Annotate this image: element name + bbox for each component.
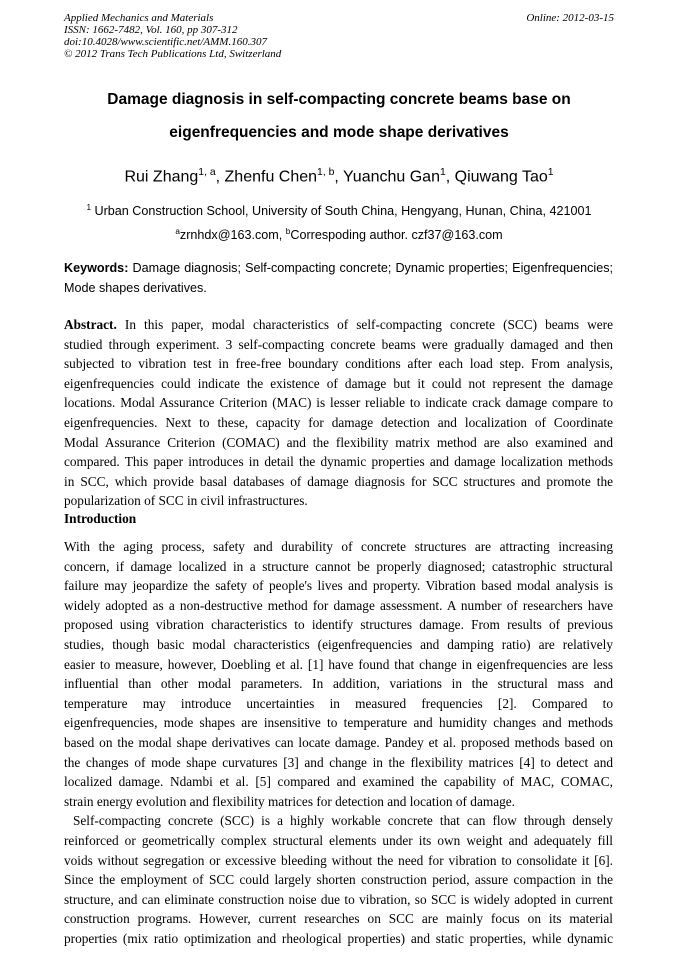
abstract-line — [64, 315, 613, 335]
text-line: widely adopted as a non-destructive method for damage assessment. A number of researchers have — [64, 597, 613, 613]
abstract — [64, 315, 613, 511]
text-line: studied through experiment. 3 self-compacting concrete beams were gradually damaged and then — [64, 336, 613, 352]
author: Yuanchu Gan — [343, 168, 440, 186]
author: Qiuwang Tao — [454, 168, 548, 186]
online-date: Online: 2012-03-15 — [526, 12, 614, 24]
author-sup: 1 — [439, 167, 446, 178]
text-line: easier to measure, however, Doebling et al. [1] have found that change in eigenfrequencies are less — [64, 656, 613, 672]
introduction-body — [64, 537, 613, 948]
doi: doi:10.4028/www.scientific.net/AMM.160.307 — [64, 36, 267, 48]
affiliation-sup: 1 — [86, 203, 91, 212]
abstract-label: Abstract. — [64, 317, 117, 332]
text-line: Since the employment of SCC could largely shorten construction period, assure compaction in the — [64, 872, 613, 888]
affiliation-text: Urban Construction School, University of South China, Hengyang, Hunan, China, 421001 — [94, 204, 592, 219]
author-sup: 1, b — [317, 167, 335, 178]
text-line: studies, though basic modal characteristics (eigenfrequencies and damping ratio) are relatively — [64, 636, 613, 652]
email-b: Correspoding author. czf37@163.com — [290, 228, 503, 243]
text-line: properties (mix ratio optimization and rheological properties) and static properties, while dynamic — [64, 930, 613, 946]
text-line: eigenfrequencies. Next to these, capacity for damage detection and localization of Coordinate — [64, 414, 613, 430]
text-line: construction programs. However, current researches on SCC are mainly focus on its material — [64, 911, 613, 927]
text-line: influential than other modal parameters. In addition, variations in the structural mass and — [64, 676, 613, 692]
text-line: With the aging process, safety and durability of concrete structures are attracting increasing — [64, 539, 613, 554]
keywords-line — [64, 259, 613, 279]
email-sup: a — [175, 227, 180, 236]
text-line: voids without segregation or excessive bleeding without the need for vibration to consolidate it [6]. — [64, 852, 613, 868]
text-line: eigenfrequencies, mode shapes are insensitive to temperature and humidity changes and methods — [64, 715, 613, 731]
text-line: failure may jeopardize the safety of people's lives and property. Vibration based modal analysis is — [64, 578, 613, 594]
text-line: Self-compacting concrete (SCC) is a highly workable concrete that can flow through densely — [73, 813, 613, 829]
keywords-text: Damage diagnosis; Self-compacting concrete; Dynamic properties; Eigenfrequencies; — [132, 261, 614, 275]
keywords — [64, 259, 613, 298]
issn: ISSN: 1662-7482, Vol. 160, pp 307-312 — [64, 24, 238, 36]
emails — [0, 227, 678, 242]
introduction-heading: Introduction — [64, 511, 137, 526]
journal-header — [64, 12, 281, 60]
authors: Rui Zhang$^{1, a}$, Zhenfu Chen$^{1, b}$, Yuanchu Gan$^1$, Qiuwang Tao$^1$ — [124, 167, 554, 186]
journal-name: Applied Mechanics and Materials — [64, 12, 214, 24]
text-line: popularization of SCC in civil infrastructures. — [64, 493, 308, 509]
text-line: structure, and can eliminate construction noise due to vibration, so SCC is widely adopted in current — [64, 891, 613, 907]
paper-title-line2: eigenfrequencies and mode shape derivatives — [169, 124, 509, 141]
keywords-line: Mode shapes derivatives. — [64, 280, 207, 295]
text-line: compared. This paper introduces in detail the dynamic properties and damage localization methods — [64, 454, 613, 470]
abstract-text: In this paper, modal characteristics of self-compacting concrete (SCC) beams were — [124, 317, 613, 332]
paper-title-line1: Damage diagnosis in self-compacting concrete beams base on — [107, 91, 571, 108]
text-line: subjected to vibration test in free-free boundary conditions after each load step. From analysis, — [64, 356, 613, 372]
text-line: based on the modal shape derivatives can locate damage. Pandey et al. proposed methods based on — [64, 734, 613, 750]
text-line: locations. Modal Assurance Criterion (MAC) is lesser reliable to indicate crack damage compare to — [64, 395, 613, 411]
text-line: eigenfrequencies could indicate the existence of damage but it could not represent the damage — [64, 375, 613, 391]
text-line: concern, if damage localized in a structure cannot be properly diagnosed; catastrophic structural — [64, 558, 613, 574]
keywords-label: Keywords: — [64, 261, 129, 275]
text-line: in SCC, which provide basal databases of damage diagnosis for SCC structures and promote the — [64, 473, 613, 489]
email-a: zrnhdx@163.com, — [179, 228, 283, 243]
text-line: Modal Assurance Criterion (COMAC) and the flexibility matrix method are also examined and — [64, 434, 613, 450]
author: Zhenfu Chen — [224, 168, 318, 186]
text-line: temperature may introduce uncertainties in measured frequencies [2]. Compared to — [64, 695, 613, 711]
copyright: © 2012 Trans Tech Publications Ltd, Switzerland — [64, 48, 282, 60]
text-line: the changes of mode shape curvatures [3] and change in the flexibility matrices [4] to detect and — [64, 754, 613, 770]
affiliation — [0, 203, 678, 218]
text-line: reinforced or geometrically complex structural elements under its own weight and adequately fill — [64, 832, 613, 848]
text-line: strain energy evolution and flexibility matrices for detection and location of damage. — [64, 793, 515, 809]
author: Rui Zhang — [124, 168, 199, 186]
author-sup: 1 — [547, 167, 554, 178]
text-line: proposed using vibration characteristics to identify structures damage. From results of previous — [64, 617, 613, 633]
text-line: localized damage. Ndambi et al. [5] compared and examined the capability of MAC, COMAC, — [64, 774, 613, 790]
email-sup: b — [285, 227, 291, 236]
author-sup: 1, a — [198, 167, 216, 178]
